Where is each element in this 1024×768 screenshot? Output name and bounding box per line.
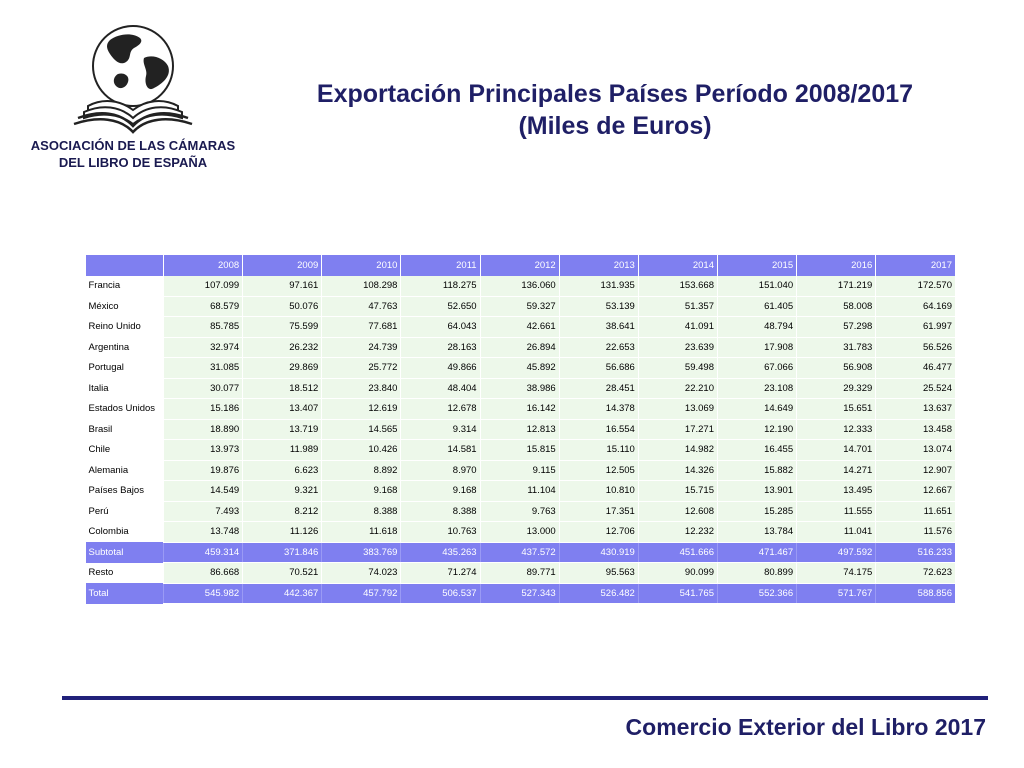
row-label: Italia <box>86 378 164 399</box>
value-cell: 8.388 <box>401 501 480 522</box>
value-cell: 118.275 <box>401 276 480 297</box>
value-cell: 46.477 <box>876 358 955 379</box>
year-header: 2016 <box>797 255 876 276</box>
value-cell: 12.608 <box>638 501 717 522</box>
row-label: Francia <box>86 276 164 297</box>
value-cell: 545.982 <box>164 583 243 604</box>
row-label: Países Bajos <box>86 481 164 502</box>
value-cell: 13.407 <box>243 399 322 420</box>
value-cell: 11.576 <box>876 522 955 543</box>
value-cell: 12.190 <box>717 419 796 440</box>
row-label: Reino Unido <box>86 317 164 338</box>
exports-table-container <box>85 255 955 604</box>
value-cell: 42.661 <box>480 317 559 338</box>
value-cell: 13.495 <box>797 481 876 502</box>
value-cell: 52.650 <box>401 296 480 317</box>
value-cell: 9.168 <box>401 481 480 502</box>
value-cell: 371.846 <box>243 542 322 563</box>
year-header: 2013 <box>559 255 638 276</box>
value-cell: 9.763 <box>480 501 559 522</box>
footer-rule <box>62 696 988 700</box>
year-header: 2008 <box>164 255 243 276</box>
value-cell: 31.783 <box>797 337 876 358</box>
value-cell: 12.706 <box>559 522 638 543</box>
table-row <box>86 378 956 399</box>
title-line1: Exportación Principales Países Período 2008/2017 <box>316 80 914 108</box>
value-cell: 11.989 <box>243 440 322 461</box>
value-cell: 95.563 <box>559 563 638 584</box>
value-cell: 12.667 <box>876 481 955 502</box>
value-cell: 457.792 <box>322 583 401 604</box>
value-cell: 107.099 <box>164 276 243 297</box>
table-row <box>86 522 956 543</box>
row-label: Portugal <box>86 358 164 379</box>
value-cell: 51.357 <box>638 296 717 317</box>
value-cell: 435.263 <box>401 542 480 563</box>
table-row <box>86 296 956 317</box>
header-corner-cell <box>86 255 164 276</box>
logo-text-line2: DEL LIBRO DE ESPAÑA <box>58 155 208 170</box>
table-row <box>86 542 956 563</box>
value-cell: 56.908 <box>797 358 876 379</box>
value-cell: 14.326 <box>638 460 717 481</box>
year-header: 2011 <box>401 255 480 276</box>
table-header-row <box>86 255 956 276</box>
footer-title: Comercio Exterior del Libro 2017 <box>625 714 986 740</box>
exports-table <box>85 255 955 604</box>
value-cell: 49.866 <box>401 358 480 379</box>
value-cell: 13.719 <box>243 419 322 440</box>
value-cell: 14.982 <box>638 440 717 461</box>
value-cell: 9.115 <box>480 460 559 481</box>
table-row <box>86 563 956 584</box>
value-cell: 8.388 <box>322 501 401 522</box>
value-cell: 8.212 <box>243 501 322 522</box>
value-cell: 16.554 <box>559 419 638 440</box>
value-cell: 14.565 <box>322 419 401 440</box>
value-cell: 25.772 <box>322 358 401 379</box>
value-cell: 12.232 <box>638 522 717 543</box>
value-cell: 131.935 <box>559 276 638 297</box>
value-cell: 588.856 <box>876 583 955 604</box>
value-cell: 23.639 <box>638 337 717 358</box>
value-cell: 11.555 <box>797 501 876 522</box>
value-cell: 74.023 <box>322 563 401 584</box>
value-cell: 14.271 <box>797 460 876 481</box>
value-cell: 57.298 <box>797 317 876 338</box>
page-title <box>250 78 980 142</box>
value-cell: 14.549 <box>164 481 243 502</box>
table-row <box>86 337 956 358</box>
value-cell: 151.040 <box>717 276 796 297</box>
table-row <box>86 399 956 420</box>
value-cell: 17.908 <box>717 337 796 358</box>
value-cell: 108.298 <box>322 276 401 297</box>
value-cell: 13.000 <box>480 522 559 543</box>
value-cell: 80.899 <box>717 563 796 584</box>
title-line2: (Miles de Euros) <box>518 112 712 140</box>
year-header: 2015 <box>717 255 796 276</box>
value-cell: 516.233 <box>876 542 955 563</box>
value-cell: 77.681 <box>322 317 401 338</box>
value-cell: 471.467 <box>717 542 796 563</box>
value-cell: 15.715 <box>638 481 717 502</box>
value-cell: 12.907 <box>876 460 955 481</box>
value-cell: 56.686 <box>559 358 638 379</box>
value-cell: 13.637 <box>876 399 955 420</box>
row-label: Chile <box>86 440 164 461</box>
value-cell: 9.321 <box>243 481 322 502</box>
value-cell: 26.232 <box>243 337 322 358</box>
value-cell: 13.973 <box>164 440 243 461</box>
value-cell: 506.537 <box>401 583 480 604</box>
row-label: Alemania <box>86 460 164 481</box>
value-cell: 15.815 <box>480 440 559 461</box>
value-cell: 153.668 <box>638 276 717 297</box>
value-cell: 171.219 <box>797 276 876 297</box>
row-label: Resto <box>86 563 164 584</box>
value-cell: 17.271 <box>638 419 717 440</box>
row-label: Argentina <box>86 337 164 358</box>
value-cell: 38.986 <box>480 378 559 399</box>
value-cell: 86.668 <box>164 563 243 584</box>
row-label: Perú <box>86 501 164 522</box>
value-cell: 14.581 <box>401 440 480 461</box>
table-row <box>86 358 956 379</box>
year-header: 2009 <box>243 255 322 276</box>
value-cell: 28.451 <box>559 378 638 399</box>
value-cell: 552.366 <box>717 583 796 604</box>
value-cell: 8.970 <box>401 460 480 481</box>
value-cell: 16.455 <box>717 440 796 461</box>
value-cell: 56.526 <box>876 337 955 358</box>
value-cell: 8.892 <box>322 460 401 481</box>
value-cell: 7.493 <box>164 501 243 522</box>
value-cell: 16.142 <box>480 399 559 420</box>
table-row <box>86 276 956 297</box>
value-cell: 70.521 <box>243 563 322 584</box>
value-cell: 22.653 <box>559 337 638 358</box>
value-cell: 17.351 <box>559 501 638 522</box>
value-cell: 15.882 <box>717 460 796 481</box>
value-cell: 13.074 <box>876 440 955 461</box>
value-cell: 15.186 <box>164 399 243 420</box>
value-cell: 41.091 <box>638 317 717 338</box>
value-cell: 9.314 <box>401 419 480 440</box>
value-cell: 13.901 <box>717 481 796 502</box>
row-label: México <box>86 296 164 317</box>
value-cell: 12.333 <box>797 419 876 440</box>
value-cell: 61.997 <box>876 317 955 338</box>
value-cell: 459.314 <box>164 542 243 563</box>
table-body <box>86 276 956 604</box>
value-cell: 64.169 <box>876 296 955 317</box>
value-cell: 442.367 <box>243 583 322 604</box>
value-cell: 30.077 <box>164 378 243 399</box>
value-cell: 24.739 <box>322 337 401 358</box>
value-cell: 430.919 <box>559 542 638 563</box>
value-cell: 451.666 <box>638 542 717 563</box>
value-cell: 50.076 <box>243 296 322 317</box>
value-cell: 12.505 <box>559 460 638 481</box>
value-cell: 29.869 <box>243 358 322 379</box>
year-header: 2017 <box>876 255 955 276</box>
value-cell: 12.678 <box>401 399 480 420</box>
value-cell: 45.892 <box>480 358 559 379</box>
value-cell: 15.651 <box>797 399 876 420</box>
table-row <box>86 440 956 461</box>
value-cell: 85.785 <box>164 317 243 338</box>
value-cell: 26.894 <box>480 337 559 358</box>
value-cell: 13.784 <box>717 522 796 543</box>
value-cell: 89.771 <box>480 563 559 584</box>
value-cell: 75.599 <box>243 317 322 338</box>
value-cell: 53.139 <box>559 296 638 317</box>
value-cell: 13.748 <box>164 522 243 543</box>
year-header: 2010 <box>322 255 401 276</box>
value-cell: 11.618 <box>322 522 401 543</box>
value-cell: 526.482 <box>559 583 638 604</box>
year-header: 2012 <box>480 255 559 276</box>
table-row <box>86 481 956 502</box>
row-label: Total <box>86 583 164 604</box>
value-cell: 48.794 <box>717 317 796 338</box>
value-cell: 18.890 <box>164 419 243 440</box>
value-cell: 28.163 <box>401 337 480 358</box>
value-cell: 23.108 <box>717 378 796 399</box>
value-cell: 437.572 <box>480 542 559 563</box>
association-logo <box>18 18 248 178</box>
table-row <box>86 317 956 338</box>
value-cell: 29.329 <box>797 378 876 399</box>
row-label: Estados Unidos <box>86 399 164 420</box>
value-cell: 59.498 <box>638 358 717 379</box>
value-cell: 136.060 <box>480 276 559 297</box>
value-cell: 10.763 <box>401 522 480 543</box>
value-cell: 13.069 <box>638 399 717 420</box>
value-cell: 72.623 <box>876 563 955 584</box>
value-cell: 32.974 <box>164 337 243 358</box>
value-cell: 74.175 <box>797 563 876 584</box>
value-cell: 9.168 <box>322 481 401 502</box>
value-cell: 47.763 <box>322 296 401 317</box>
value-cell: 15.110 <box>559 440 638 461</box>
value-cell: 71.274 <box>401 563 480 584</box>
value-cell: 64.043 <box>401 317 480 338</box>
value-cell: 59.327 <box>480 296 559 317</box>
value-cell: 38.641 <box>559 317 638 338</box>
value-cell: 67.066 <box>717 358 796 379</box>
row-label: Subtotal <box>86 542 164 563</box>
value-cell: 10.810 <box>559 481 638 502</box>
value-cell: 12.813 <box>480 419 559 440</box>
value-cell: 48.404 <box>401 378 480 399</box>
value-cell: 22.210 <box>638 378 717 399</box>
value-cell: 58.008 <box>797 296 876 317</box>
value-cell: 15.285 <box>717 501 796 522</box>
value-cell: 19.876 <box>164 460 243 481</box>
value-cell: 14.649 <box>717 399 796 420</box>
row-label: Colombia <box>86 522 164 543</box>
table-row <box>86 501 956 522</box>
year-header: 2014 <box>638 255 717 276</box>
value-cell: 383.769 <box>322 542 401 563</box>
value-cell: 6.623 <box>243 460 322 481</box>
value-cell: 12.619 <box>322 399 401 420</box>
value-cell: 61.405 <box>717 296 796 317</box>
value-cell: 541.765 <box>638 583 717 604</box>
value-cell: 11.651 <box>876 501 955 522</box>
value-cell: 10.426 <box>322 440 401 461</box>
value-cell: 23.840 <box>322 378 401 399</box>
value-cell: 571.767 <box>797 583 876 604</box>
value-cell: 14.378 <box>559 399 638 420</box>
table-row <box>86 460 956 481</box>
value-cell: 25.524 <box>876 378 955 399</box>
table-row <box>86 419 956 440</box>
value-cell: 97.161 <box>243 276 322 297</box>
value-cell: 497.592 <box>797 542 876 563</box>
value-cell: 11.041 <box>797 522 876 543</box>
logo-text-line1: ASOCIACIÓN DE LAS CÁMARAS <box>30 138 236 153</box>
table-row <box>86 583 956 604</box>
value-cell: 13.458 <box>876 419 955 440</box>
value-cell: 11.104 <box>480 481 559 502</box>
value-cell: 68.579 <box>164 296 243 317</box>
value-cell: 527.343 <box>480 583 559 604</box>
value-cell: 90.099 <box>638 563 717 584</box>
value-cell: 18.512 <box>243 378 322 399</box>
globe-book-icon <box>48 18 218 136</box>
value-cell: 11.126 <box>243 522 322 543</box>
value-cell: 172.570 <box>876 276 955 297</box>
value-cell: 31.085 <box>164 358 243 379</box>
value-cell: 14.701 <box>797 440 876 461</box>
row-label: Brasil <box>86 419 164 440</box>
